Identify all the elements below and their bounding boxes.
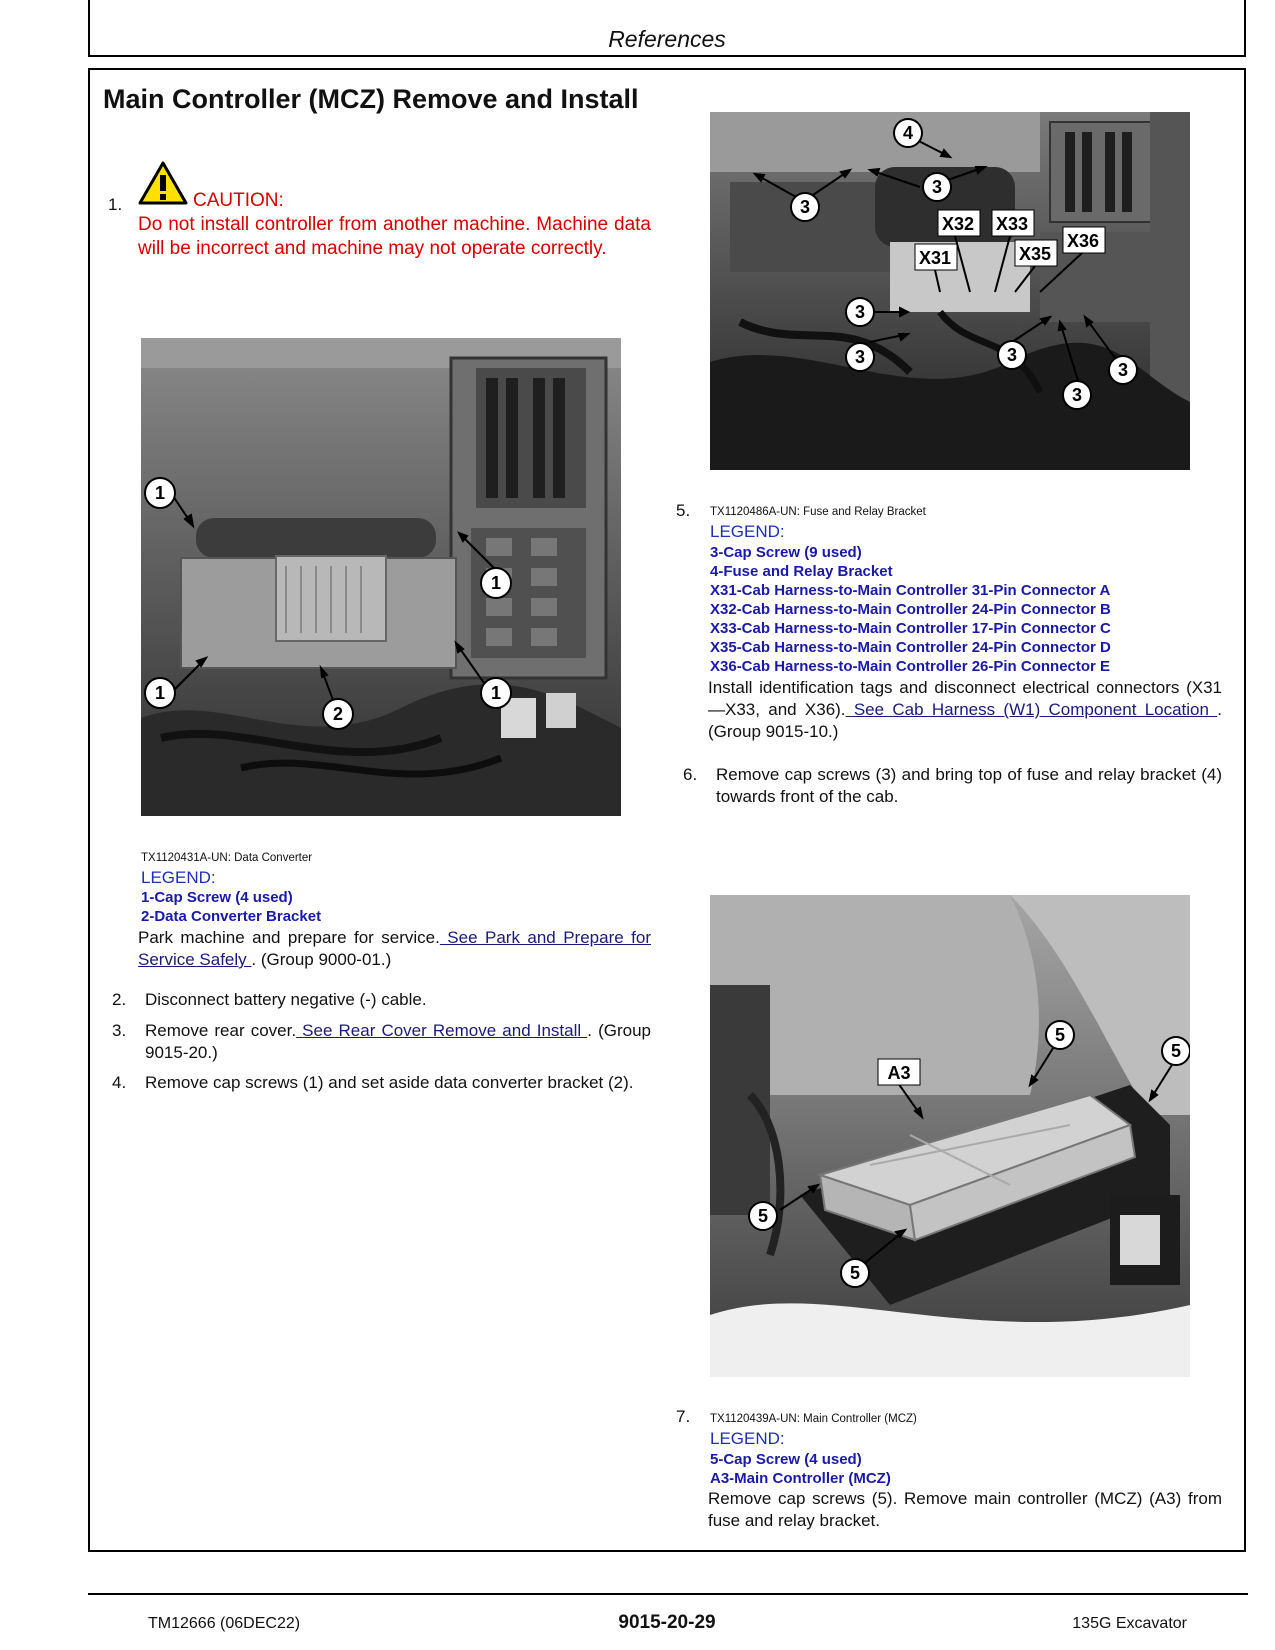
step-3-text: Remove rear cover. [145, 1021, 297, 1040]
figure1-legend-title: LEGEND: [141, 868, 216, 887]
figure2-legend-item: 4-Fuse and Relay Bracket [710, 563, 893, 580]
figure3-legend-item: A3-Main Controller (MCZ) [710, 1470, 891, 1487]
connector-label: X32 [942, 214, 975, 234]
callout-label: 3 [931, 177, 943, 197]
callout-label: 3 [1117, 360, 1129, 380]
figure2-legend-item: X36-Cab Harness-to-Main Controller 26-Pin Connector E [710, 658, 1111, 675]
cab-harness-link[interactable]: See Cab Harness (W1) Component Location [845, 700, 1218, 719]
callout-label: 5 [1170, 1041, 1182, 1061]
caution-label: CAUTION: [193, 190, 284, 211]
figure1-caption: TX1120431A-UN: Data Converter [141, 852, 313, 864]
step-6-text: Remove cap screws (3) and bring top of fuse and relay bracket (4) towards front of the cab. [716, 765, 1222, 806]
step-7-number: 7. [676, 1407, 691, 1426]
callout-label: 3 [854, 302, 866, 322]
step-5-paragraph [708, 677, 1222, 743]
main-controller-photo [710, 895, 1190, 1377]
page-title: Main Controller (MCZ) Remove and Install [103, 84, 639, 114]
figure3-legend-item: 5-Cap Screw (4 used) [710, 1451, 862, 1468]
figure3-legend-title: LEGEND: [710, 1429, 785, 1448]
footer-rule [88, 1593, 1248, 1595]
footer-page-number: 9015-20-29 [618, 1612, 716, 1633]
figure2-legend-item: 3-Cap Screw (9 used) [710, 544, 862, 561]
step-6-number: 6. [683, 765, 698, 784]
callout-label: 5 [1054, 1025, 1066, 1045]
step-2-text: Disconnect battery negative (-) cable. [145, 990, 427, 1009]
callout-label: 3 [1071, 385, 1083, 405]
figure2-legend-item: X32-Cab Harness-to-Main Controller 24-Pin Connector B [710, 601, 1111, 618]
step-5-number: 5. [676, 501, 691, 520]
park-paragraph [138, 927, 651, 971]
connector-label: X33 [996, 214, 1029, 234]
park-prepare-link[interactable]: See Park and Prepare for Service Safely [138, 928, 651, 969]
callout-label: 1 [490, 683, 502, 703]
figure2-caption: TX1120486A-UN: Fuse and Relay Bracket [710, 506, 926, 518]
step-4-text: Remove cap screws (1) and set aside data converter bracket (2). [145, 1073, 634, 1092]
step-7-text: Remove cap screws (5). Remove main controller (MCZ) (A3) from fuse and relay bracket. [708, 1489, 1222, 1530]
callout-label: 3 [854, 347, 866, 367]
step-5-text: Install identification tags and disconnect electrical connectors (X31—X33, and X36). [708, 678, 1222, 719]
callout-label: 5 [757, 1206, 769, 1226]
step-4-number: 4. [112, 1073, 127, 1092]
callout-label: 4 [902, 123, 914, 143]
callout-label: 3 [1006, 345, 1018, 365]
callout-label: 5 [849, 1263, 861, 1283]
controller-label: A3 [887, 1063, 911, 1083]
park-group: . (Group 9000-01.) [251, 950, 392, 969]
figure1-legend-item: 2-Data Converter Bracket [141, 908, 322, 925]
callout-label: 1 [490, 573, 502, 593]
connector-label: X35 [1019, 244, 1052, 264]
step-3-group: . (Group 9015-20.) [145, 1021, 651, 1062]
rear-cover-link[interactable]: See Rear Cover Remove and Install [296, 1021, 588, 1040]
connector-label: X36 [1067, 231, 1100, 251]
figure2-legend-item: X31-Cab Harness-to-Main Controller 31-Pin Connector A [710, 582, 1111, 599]
step-1-number: 1. [108, 195, 123, 214]
callout-label: 1 [154, 483, 166, 503]
park-text: Park machine and prepare for service. [138, 928, 440, 947]
caution-text: Do not install controller from another machine. Machine data will be incorrect and machine may not operate correctly. [138, 214, 651, 259]
step-3-number: 3. [112, 1021, 127, 1040]
fuse-relay-bracket-photo [710, 112, 1190, 470]
figure2-legend-item: X35-Cab Harness-to-Main Controller 24-Pin Connector D [710, 639, 1111, 656]
step-3-paragraph [145, 1020, 651, 1064]
callout-label: 3 [799, 197, 811, 217]
figure3-caption: TX1120439A-UN: Main Controller (MCZ) [710, 1413, 917, 1425]
figure2-legend-title: LEGEND: [710, 522, 785, 541]
connector-label: X31 [919, 248, 952, 268]
callout-label: 1 [154, 683, 166, 703]
figure1-legend-item: 1-Cap Screw (4 used) [141, 889, 293, 906]
callout-label: 2 [332, 704, 344, 724]
footer-machine-name: 135G Excavator [1072, 1615, 1187, 1632]
data-converter-photo [141, 338, 621, 816]
footer-manual-id: TM12666 (06DEC22) [148, 1615, 301, 1632]
figure2-legend-item: X33-Cab Harness-to-Main Controller 17-Pin Connector C [710, 620, 1111, 637]
section-header: References [608, 26, 726, 52]
warning-icon [138, 160, 188, 211]
step-2-number: 2. [112, 990, 127, 1009]
step-5-group: . (Group 9015-10.) [708, 700, 1222, 741]
